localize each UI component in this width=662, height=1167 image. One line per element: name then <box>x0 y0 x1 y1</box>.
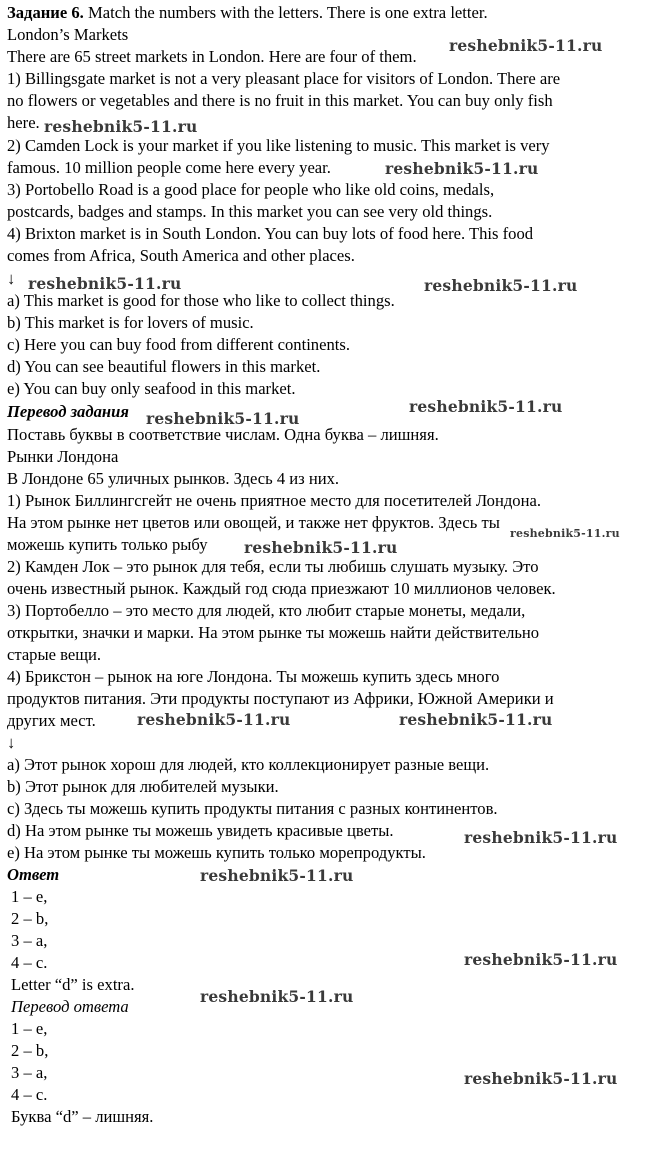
watermark: reshebnik5-11.ru <box>385 159 539 178</box>
text-line: 3) Portobello Road is a good place for people who like old coins, medals, <box>7 180 495 199</box>
answer-heading: Ответ <box>7 865 60 884</box>
text-line: 1) Billingsgate market is not a very pleasant place for visitors of London. There are <box>7 69 561 88</box>
answer-translation-heading: Перевод ответа <box>11 997 129 1016</box>
translation-line: можешь купить только рыбу <box>7 535 208 554</box>
translation-line: На этом рынке нет цветов или овощей, и также нет фруктов. Здесь ты <box>7 513 500 532</box>
translation-line: других мест. <box>7 711 96 730</box>
text-intro: There are 65 street markets in London. Here are four of them. <box>7 47 417 66</box>
watermark: reshebnik5-11.ru <box>464 950 618 969</box>
option-e: e) You can buy only seafood in this market. <box>7 379 296 398</box>
watermark: reshebnik5-11.ru <box>510 527 620 540</box>
watermark: reshebnik5-11.ru <box>424 276 578 295</box>
answer-extra: Letter “d” is extra. <box>11 975 135 994</box>
translation-option-b: b) Этот рынок для любителей музыки. <box>7 777 279 796</box>
watermark: reshebnik5-11.ru <box>137 710 291 729</box>
text-line: here. <box>7 113 40 132</box>
text-line: no flowers or vegetables and there is no fruit in this market. You can buy only fish <box>7 91 553 110</box>
watermark: reshebnik5-11.ru <box>409 397 563 416</box>
translation-option-c: c) Здесь ты можешь купить продукты питания с разных континентов. <box>7 799 498 818</box>
translation-instruction: Поставь буквы в соответствие числам. Одна буква – лишняя. <box>7 425 439 444</box>
text-line: 4) Brixton market is in South London. You can buy lots of food here. This food <box>7 224 534 243</box>
translation-line: очень известный рынок. Каждый год сюда приезжают 10 миллионов человек. <box>7 579 556 598</box>
answer-translation-item: 4 – c. <box>11 1085 48 1104</box>
watermark: reshebnik5-11.ru <box>200 866 354 885</box>
text-line: 2) Camden Lock is your market if you like listening to music. This market is very <box>7 136 550 155</box>
watermark: reshebnik5-11.ru <box>399 710 553 729</box>
arrow-down-icon: ↓ <box>7 733 16 752</box>
translation-line: 1) Рынок Биллингсгейт не очень приятное место для посетителей Лондона. <box>7 491 541 510</box>
answer-translation-extra: Буква “d” – лишняя. <box>11 1107 154 1126</box>
text-title: London’s Markets <box>7 25 129 44</box>
text-line: postcards, badges and stamps. In this market you can see very old things. <box>7 202 493 221</box>
option-c: c) Here you can buy food from different continents. <box>7 335 350 354</box>
watermark: reshebnik5-11.ru <box>44 117 198 136</box>
answer-translation-item: 3 – a, <box>11 1063 48 1082</box>
task-instruction: Match the numbers with the letters. There is one extra letter. <box>83 3 488 22</box>
text-line: famous. 10 million people come here every year. <box>7 158 331 177</box>
translation-line: продуктов питания. Эти продукты поступают из Африки, Южной Америки и <box>7 689 554 708</box>
answer-item: 4 – c. <box>11 953 48 972</box>
watermark: reshebnik5-11.ru <box>28 274 182 293</box>
translation-line: открытки, значки и марки. На этом рынке ты можешь найти действительно <box>7 623 540 642</box>
translation-intro: В Лондоне 65 уличных рынков. Здесь 4 из них. <box>7 469 340 488</box>
answer-item: 3 – a, <box>11 931 48 950</box>
option-a: a) This market is good for those who like to collect things. <box>7 291 395 310</box>
translation-line: 2) Камден Лок – это рынок для тебя, если ты любишь слушать музыку. Это <box>7 557 539 576</box>
task-heading <box>7 2 488 24</box>
answer-translation-item: 1 – e, <box>11 1019 48 1038</box>
translation-line: 4) Брикстон – рынок на юге Лондона. Ты можешь купить здесь много <box>7 667 500 686</box>
answer-item: 1 – e, <box>11 887 48 906</box>
watermark: reshebnik5-11.ru <box>464 828 618 847</box>
arrow-down-icon: ↓ <box>7 269 16 288</box>
task-number: Задание 6. <box>7 3 84 22</box>
watermark: reshebnik5-11.ru <box>449 36 603 55</box>
answer-translation-item: 2 – b, <box>11 1041 49 1060</box>
option-b: b) This market is for lovers of music. <box>7 313 254 332</box>
translation-line: старые вещи. <box>7 645 102 664</box>
translation-option-e: e) На этом рынке ты можешь купить только морепродукты. <box>7 843 426 862</box>
translation-heading: Перевод задания <box>7 402 129 421</box>
translation-option-d: d) На этом рынке ты можешь увидеть красивые цветы. <box>7 821 394 840</box>
translation-option-a: a) Этот рынок хорош для людей, кто коллекционирует разные вещи. <box>7 755 490 774</box>
translation-title: Рынки Лондона <box>7 447 119 466</box>
watermark: reshebnik5-11.ru <box>146 409 300 428</box>
translation-line: 3) Портобелло – это место для людей, кто любит старые монеты, медали, <box>7 601 526 620</box>
text-line: comes from Africa, South America and other places. <box>7 246 355 265</box>
watermark: reshebnik5-11.ru <box>244 538 398 557</box>
answer-item: 2 – b, <box>11 909 49 928</box>
watermark: reshebnik5-11.ru <box>200 987 354 1006</box>
option-d: d) You can see beautiful flowers in this market. <box>7 357 321 376</box>
watermark: reshebnik5-11.ru <box>464 1069 618 1088</box>
